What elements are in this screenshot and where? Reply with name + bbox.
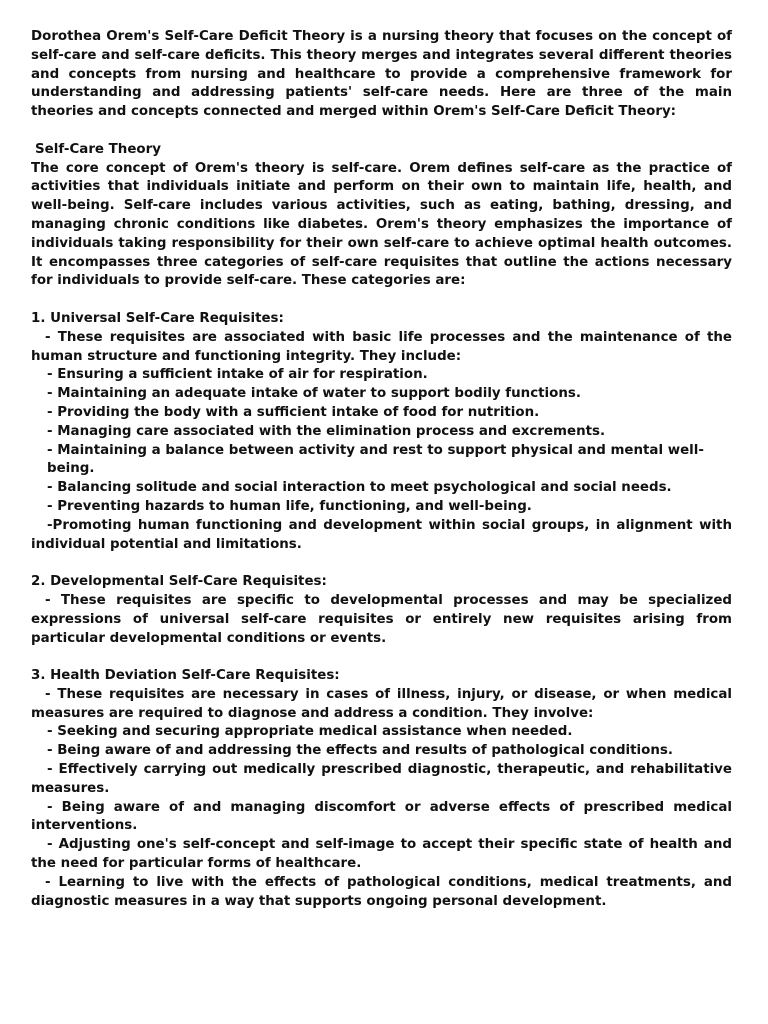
list-item: - Being aware of and addressing the effects and results of pathological conditions. [47,743,673,759]
list-item: - Balancing solitude and social interaction to meet psychological and social needs. [47,480,672,496]
selfcare-heading: Self-Care Theory [35,141,161,157]
spacer [31,554,732,573]
spacer [31,291,732,310]
list-item: - Preventing hazards to human life, functioning, and well-being. [47,498,532,514]
list-item: - Managing care associated with the elimination process and excrements. [47,423,606,439]
list-item: - Effectively carrying out medically prescribed diagnostic, therapeutic, and rehabilitative measures. [31,762,732,796]
list-item: -Promoting human functioning and development within social groups, in alignment with individual potential and limitations. [31,517,732,552]
list-item: - Ensuring a sufficient intake of air for respiration. [47,367,428,383]
developmental-description: - These requisites are specific to developmental processes and may be specialized expressions of universal self-care requisites or entirely new requisites arising from particular developmental conditions or events. [31,592,732,646]
list-item: - Seeking and securing appropriate medical assistance when needed. [47,724,573,740]
selfcare-paragraph: The core concept of Orem's theory is self-care. Orem defines self-care as the practice of activities that individuals initiate and perform on their own to maintain life, health, and well-being. Self-care includes various activities, such as eating, bathing, dressing, and managing chronic conditions like diabetes. Orem's theory emphasizes the importance of individuals taking responsibility for their own self-care to achieve optimal health outcomes. It encompasses three categories of self-care requisites that outline the actions necessary for individuals to provide self-care. These categories are: [31,160,732,289]
list-item: - Adjusting one's self-concept and self-image to accept their specific state of health and the need for particular forms of healthcare. [31,837,732,872]
health-heading: 3. Health Deviation Self-Care Requisites: [31,668,340,684]
intro-paragraph: Dorothea Orem's Self-Care Deficit Theory is a nursing theory that focuses on the concept of self-care and self-care deficits. This theory merges and integrates several different theories and concepts from nursing and healthcare to provide a comprehensive framework for understanding and addressing patients' self-care needs. Here are three of the main theories and concepts connected and merged within Orem's Self-Care Deficit Theory: [31,29,732,120]
list-item: - Being aware of and managing discomfort or adverse effects of prescribed medical interventions. [31,799,732,834]
list-item: - Maintaining a balance between activity and rest to support physical and mental well-being. [47,442,704,477]
document-page [31,28,732,911]
universal-heading: 1. Universal Self-Care Requisites: [31,310,284,326]
developmental-heading: 2. Developmental Self-Care Requisites: [31,574,327,590]
spacer [31,122,732,141]
list-item: - Learning to live with the effects of pathological conditions, medical treatments, and diagnostic measures in a way that supports ongoing personal development. [31,874,732,909]
health-description: - These requisites are necessary in cases of illness, injury, or disease, or when medical measures are required to diagnose and address a condition. They involve: [31,686,732,721]
list-item: - Providing the body with a sufficient intake of food for nutrition. [47,404,540,420]
universal-description: - These requisites are associated with basic life processes and the maintenance of the human structure and functioning integrity. They include: [31,329,732,364]
list-item: - Maintaining an adequate intake of water to support bodily functions. [47,386,581,402]
spacer [31,648,732,667]
